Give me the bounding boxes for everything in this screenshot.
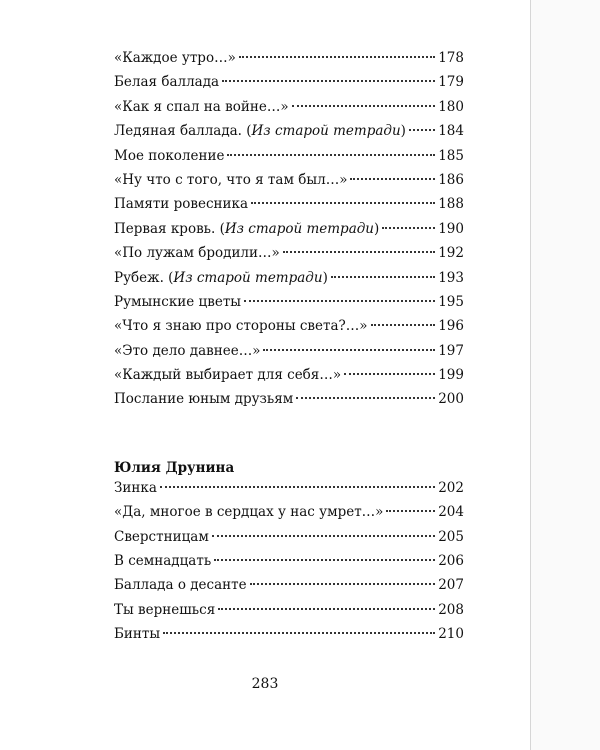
- toc-entry: [114, 270, 464, 294]
- toc-entry: [114, 148, 464, 172]
- toc-entry: [114, 50, 464, 74]
- toc-entry: [114, 577, 464, 601]
- toc-entry-title: [114, 391, 293, 407]
- toc-entry: [114, 172, 464, 196]
- table-of-contents: [114, 50, 464, 651]
- toc-entry-title: [114, 123, 406, 139]
- toc-entry-title: [114, 553, 211, 569]
- toc-entry-page: 180: [438, 98, 464, 115]
- toc-entry-page: 204: [438, 504, 464, 521]
- toc-entry: [114, 74, 464, 98]
- toc-entry-title: [114, 367, 341, 383]
- toc-entry-title: [114, 50, 236, 66]
- toc-entry: [114, 123, 464, 147]
- toc-entry-title: [114, 196, 248, 212]
- toc-group-1: [114, 50, 464, 416]
- toc-entry-page: 202: [438, 479, 464, 496]
- toc-entry-page: 207: [438, 577, 464, 594]
- dot-leader: [331, 275, 435, 278]
- page-margin: [531, 0, 600, 750]
- dot-leader: [251, 201, 435, 204]
- toc-entry-page: 179: [438, 74, 464, 91]
- toc-entry-title-text: «По лужам бродили…»: [114, 245, 280, 262]
- toc-entry-italic-note: Из старой тетради: [173, 269, 323, 286]
- toc-entry-page: 192: [438, 245, 464, 262]
- dot-leader: [292, 104, 436, 107]
- toc-entry-title-text: Бинты: [114, 626, 161, 643]
- toc-entry-page: 208: [438, 601, 464, 618]
- toc-entry-title: [114, 74, 219, 90]
- toc-entry-title-text: «Как я спал на войне…»: [114, 98, 289, 115]
- dot-leader: [239, 55, 435, 58]
- toc-entry-title-text: Ледяная баллада. (: [114, 123, 252, 140]
- dot-leader: [227, 153, 435, 156]
- dot-leader: [244, 299, 435, 302]
- toc-entry-title-text: Рубеж. (: [114, 269, 174, 286]
- toc-entry-title: [114, 343, 260, 359]
- toc-entry-page: 195: [438, 293, 464, 310]
- toc-entry: [114, 99, 464, 123]
- toc-group-2: [114, 480, 464, 651]
- dot-leader: [222, 79, 435, 82]
- toc-entry: [114, 504, 464, 528]
- toc-entry: [114, 318, 464, 342]
- toc-entry-page: 196: [438, 318, 464, 335]
- dot-leader: [296, 396, 435, 399]
- toc-entry-title-text: «Это дело давнее…»: [114, 342, 261, 359]
- toc-entry-page: 199: [438, 367, 464, 384]
- toc-entry: [114, 343, 464, 367]
- toc-entry-title: [114, 602, 215, 618]
- toc-entry: [114, 391, 464, 415]
- toc-entry-title-text: «Что я знаю про стороны света?…»: [114, 318, 368, 335]
- toc-entry-page: 190: [438, 220, 464, 237]
- toc-entry-title-text: Ты вернешься: [114, 601, 216, 618]
- toc-entry-page: 186: [438, 171, 464, 188]
- toc-entry-page: 205: [438, 528, 464, 545]
- dot-leader: [409, 128, 435, 131]
- toc-entry: [114, 221, 464, 245]
- dot-leader: [250, 582, 436, 585]
- dot-leader: [163, 631, 435, 634]
- toc-entry-title: [114, 270, 328, 286]
- toc-entry-page: 193: [438, 269, 464, 286]
- toc-entry-page: 200: [438, 391, 464, 408]
- toc-entry-title-text: Белая баллада: [114, 74, 220, 91]
- dot-leader: [214, 558, 435, 561]
- toc-entry: [114, 626, 464, 650]
- toc-entry: [114, 245, 464, 269]
- toc-entry-title: [114, 99, 289, 115]
- toc-entry-title: [114, 577, 247, 593]
- toc-entry-page: 210: [438, 626, 464, 643]
- toc-entry-page: 197: [438, 342, 464, 359]
- toc-entry-title-text: Зинка: [114, 479, 157, 496]
- toc-entry-title: [114, 245, 280, 261]
- page-number: 283: [251, 676, 279, 692]
- toc-entry-title: [114, 529, 209, 545]
- toc-entry: [114, 367, 464, 391]
- toc-entry-title-text: Румынские цветы: [114, 293, 242, 310]
- toc-entry: [114, 294, 464, 318]
- toc-entry-title-text: «Ну что с того, что я там был…»: [114, 171, 348, 188]
- dot-leader: [350, 177, 435, 180]
- toc-entry: [114, 480, 464, 504]
- toc-entry-title-text: Мое поколение: [114, 147, 225, 164]
- toc-entry-page: 178: [438, 50, 464, 66]
- toc-entry-title-text: Сверстницам: [114, 528, 209, 545]
- toc-entry: [114, 553, 464, 577]
- toc-entry-title: [114, 626, 160, 642]
- toc-entry: [114, 602, 464, 626]
- dot-leader: [371, 323, 436, 326]
- toc-entry-title: [114, 294, 241, 310]
- toc-entry-title-text: Памяти ровесника: [114, 196, 248, 213]
- toc-entry-title: [114, 148, 224, 164]
- toc-entry-title: [114, 480, 157, 496]
- toc-entry-title-text: «Да, многое в сердцах у нас умрет…»: [114, 504, 384, 521]
- dot-leader: [160, 485, 435, 488]
- toc-entry: [114, 529, 464, 553]
- toc-entry-title-text: Баллада о десанте: [114, 577, 247, 594]
- toc-entry-italic-note: Из старой тетради: [224, 220, 375, 237]
- toc-entry-title-closing: ): [374, 220, 380, 237]
- toc-entry-italic-note: Из старой тетради: [251, 123, 401, 140]
- toc-entry-title-text: «Каждое утро…»: [114, 50, 236, 66]
- toc-entry-title: [114, 172, 347, 188]
- toc-entry-title-text: Первая кровь. (: [114, 220, 225, 237]
- dot-leader: [386, 509, 435, 512]
- toc-entry-page: 184: [438, 123, 464, 140]
- toc-entry-title-text: Послание юным друзьям: [114, 391, 294, 408]
- toc-entry-title-text: «Каждый выбирает для себя…»: [114, 367, 342, 384]
- toc-entry: [114, 196, 464, 220]
- toc-entry-title: [114, 318, 368, 334]
- dot-leader: [344, 372, 435, 375]
- toc-entry-title-closing: ): [322, 269, 328, 286]
- toc-entry-page: 206: [438, 553, 464, 570]
- section-heading: Юлия Друнина: [114, 459, 235, 476]
- dot-leader: [212, 534, 435, 537]
- toc-entry-title: [114, 221, 379, 237]
- dot-leader: [218, 607, 435, 610]
- dot-leader: [382, 226, 435, 229]
- dot-leader: [283, 250, 435, 253]
- toc-entry-page: 188: [438, 196, 464, 213]
- dot-leader: [263, 348, 435, 351]
- toc-entry-title-text: В семнадцать: [114, 553, 212, 570]
- toc-entry-page: 185: [438, 147, 464, 164]
- toc-entry-title-closing: ): [400, 123, 406, 140]
- toc-entry-title: [114, 504, 383, 520]
